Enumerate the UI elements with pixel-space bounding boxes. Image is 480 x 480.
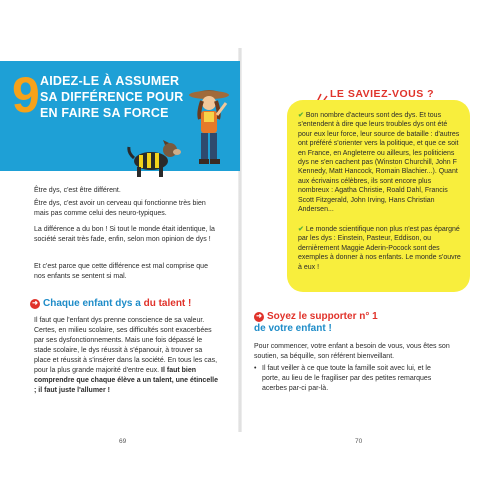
left-section-body: Il faut que l'enfant dys prenne conscience de sa valeur. Certes, en milieu scolaire, ses difficultés sont exacerbées par ses dysfonctionnements. Mais une fois dépassé le stade scolaire, le dys réussit à s'épanouir, à trouver sa place et réussit à s'insérer dans la société. En tous les cas, pour la plus grande majorité d'entre eux. Il faut bien comprendre que chaque élève a un talent, une étincelle ; il faut juste l'allumer ! bbox=[34, 317, 218, 394]
box-item: ✔ Bon nombre d'acteurs sont des dys. Et tous s'entendent à dire que leurs troubles dys ont été pour eux leur force, leur source de bataille : d'autres ont préféré s'orienter vers la politique, et que ce soit en France, en Angleterre ou ailleurs, les politiciens dys ne s'en cachent pas (Winston Churchill, John F Kennedy, Matt Hancock, Romain Blachier...). Quant aux écrivains célèbres, ils sont encore plus nombreux : Agatha Christie, Roald Dahl, Francis Scott Fitzgerald, John Irving, Hans Christian Andersen... bbox=[298, 112, 460, 214]
left-section-title: ➜ Chaque enfant dys a du talent ! bbox=[30, 298, 191, 310]
box-item: ✔ Le monde scientifique non plus n'est pas épargné par les dys : Einstein, Pasteur, Eddison, ou dernièrement Maggie Aderin-Pocock sont des exemples à donner à nos enfants. Le monde s'ouvre à eux ! bbox=[298, 226, 461, 271]
left-paragraph: Et c'est parce que cette différence est mal comprise que nos enfants se sentent si mal. bbox=[34, 263, 208, 280]
left-paragraph: Être dys, c'est avoir un cerveau qui fonctionne très bien mais pas comme celui des neuro-typiques. bbox=[34, 200, 206, 217]
page-number-right: 70 bbox=[355, 438, 363, 445]
right-bullet: • Il faut veiller à ce que toute la famille soit avec lui, et le porte, au lieu de le fragiliser par des petites remarques acerbes par-ci par-là. bbox=[254, 365, 432, 392]
chapter-banner bbox=[0, 61, 240, 171]
arrow-icon: ➜ bbox=[254, 312, 264, 322]
check-icon: ✔ bbox=[298, 112, 304, 119]
check-icon: ✔ bbox=[298, 226, 304, 233]
right-section-title: ➜ Soyez le supporter n° 1 de votre enfant ! bbox=[254, 311, 378, 334]
chapter-title bbox=[40, 73, 190, 121]
chapter-title-line: AIDEZ-LE À ASSUMER bbox=[40, 74, 180, 88]
chapter-title-line: EN FAIRE SA FORCE bbox=[40, 106, 169, 120]
left-paragraph: Être dys, c'est être différent. bbox=[34, 187, 121, 194]
right-section-body: Pour commencer, votre enfant a besoin de vous, vous êtes son soutien, sa béquille, son référent bienveillant. bbox=[254, 343, 450, 360]
dog-illustration bbox=[125, 139, 183, 179]
bullet-dot: • bbox=[254, 365, 257, 372]
chapter-title-line: SA DIFFÉRENCE POUR bbox=[40, 90, 184, 104]
chapter-number: 9 bbox=[12, 67, 40, 123]
girl-illustration bbox=[186, 83, 232, 171]
box-title: LE SAVIEZ-VOUS ? bbox=[330, 88, 435, 100]
left-paragraph: La différence a du bon ! Si tout le monde était identique, la société serait très fade, enfin, selon mon opinion de dys ! bbox=[34, 226, 215, 243]
page-number-left: 69 bbox=[119, 438, 127, 445]
arrow-icon: ➜ bbox=[30, 299, 40, 309]
